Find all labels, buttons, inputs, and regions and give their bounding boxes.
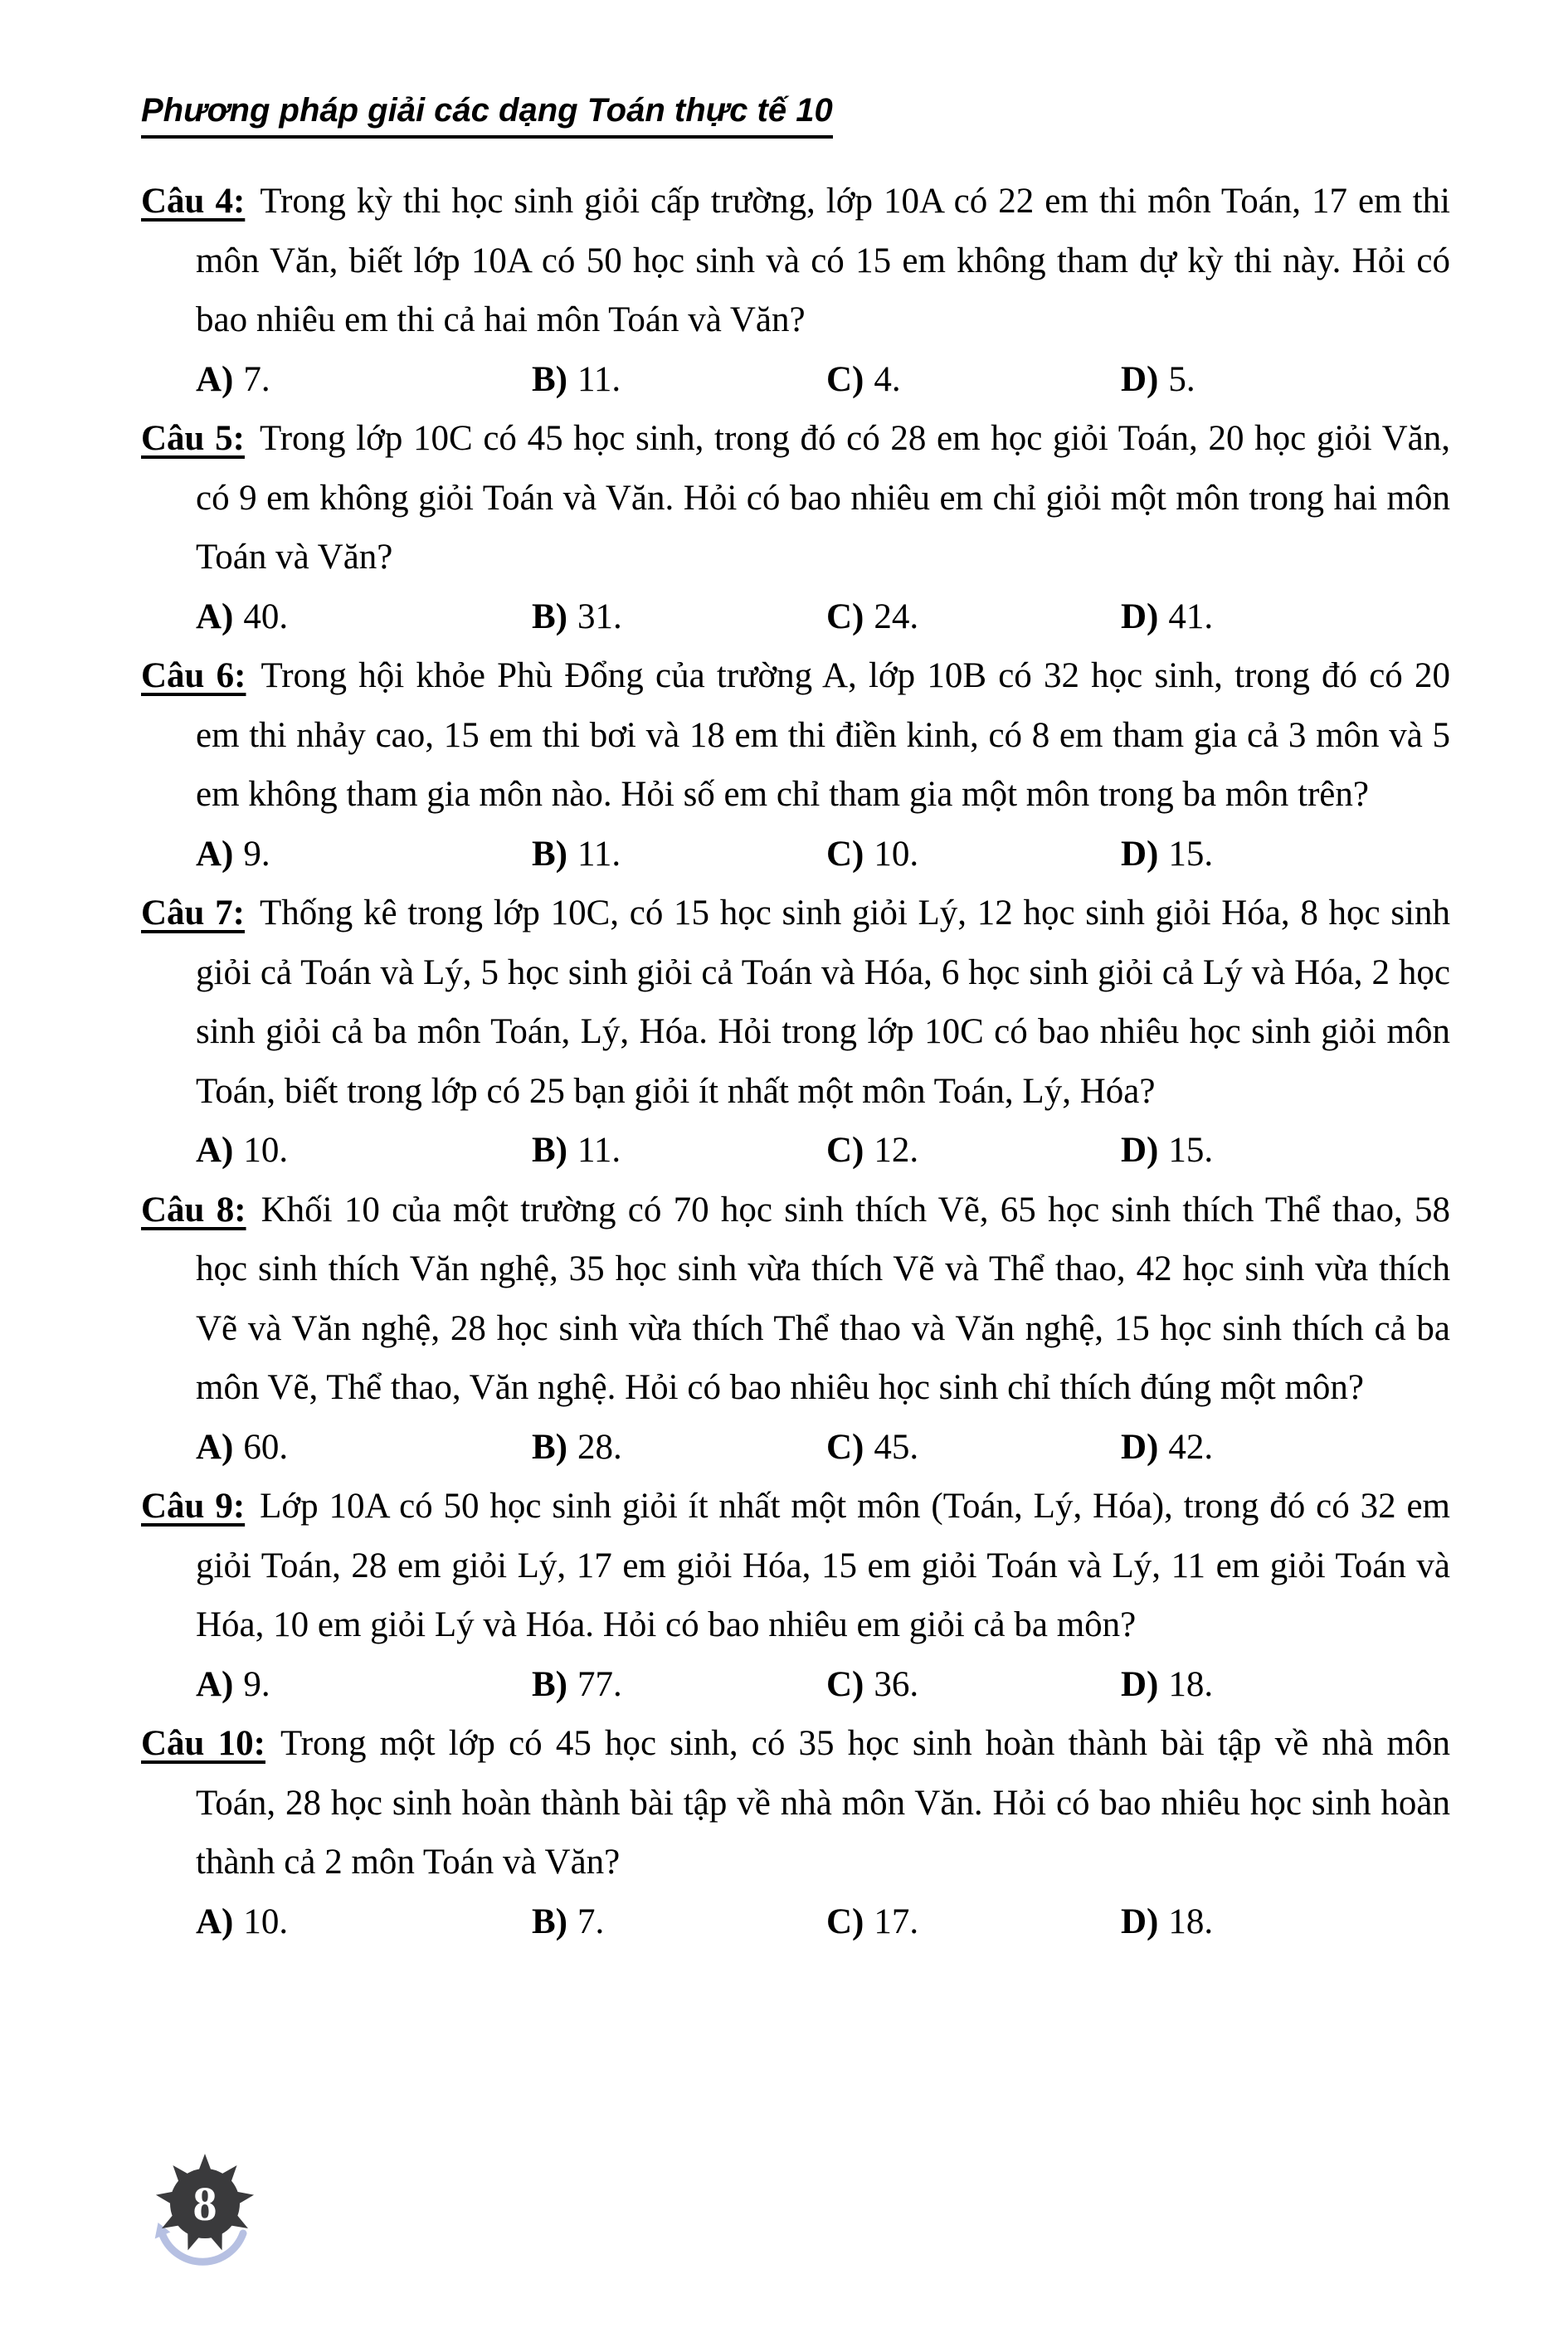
option-letter: B) bbox=[532, 1427, 567, 1467]
question-block bbox=[141, 1714, 1450, 1951]
option-letter: B) bbox=[532, 1131, 567, 1170]
option-letter: D) bbox=[1121, 1427, 1159, 1467]
question-label: Câu 7: bbox=[141, 894, 245, 933]
answer-option bbox=[1121, 350, 1450, 410]
option-letter: C) bbox=[826, 597, 864, 636]
option-letter: D) bbox=[1121, 1902, 1159, 1941]
option-value: 15. bbox=[1168, 1131, 1214, 1170]
option-letter: A) bbox=[196, 1131, 234, 1170]
option-value: 5. bbox=[1168, 359, 1195, 399]
answer-option bbox=[196, 1655, 532, 1715]
option-value: 45. bbox=[874, 1427, 919, 1467]
option-value: 10. bbox=[243, 1902, 289, 1941]
option-value: 7. bbox=[577, 1902, 605, 1941]
option-letter: B) bbox=[532, 359, 567, 399]
option-letter: D) bbox=[1121, 597, 1159, 636]
answer-option bbox=[532, 825, 826, 884]
question-block bbox=[141, 1181, 1450, 1478]
answer-option bbox=[826, 350, 1121, 410]
answer-option bbox=[826, 1655, 1121, 1715]
option-letter: B) bbox=[532, 597, 567, 636]
question-block bbox=[141, 1477, 1450, 1714]
question-body: Lớp 10A có 50 học sinh giỏi ít nhất một môn (Toán, Lý, Hóa), trong đó có 32 em giỏi Toán, 28 em giỏi Lý, 17 em giỏi Hóa, 15 em giỏi Toán và Lý, 11 em giỏi Toán và Hóa, 10 em giỏi Lý và Hóa. Hỏi có bao nhiêu em giỏi cả ba môn? bbox=[196, 1487, 1450, 1644]
question-text bbox=[141, 1181, 1450, 1418]
answer-options-row bbox=[196, 1892, 1450, 1952]
answer-option bbox=[1121, 1121, 1450, 1181]
option-letter: B) bbox=[532, 1902, 567, 1941]
answer-option bbox=[1121, 1655, 1450, 1715]
option-value: 31. bbox=[577, 597, 622, 636]
answer-option bbox=[532, 350, 826, 410]
question-label: Câu 5: bbox=[141, 419, 245, 458]
answer-option bbox=[196, 1892, 532, 1952]
option-value: 18. bbox=[1168, 1664, 1214, 1704]
option-letter: A) bbox=[196, 1427, 234, 1467]
answer-option bbox=[1121, 1892, 1450, 1952]
option-value: 41. bbox=[1168, 597, 1214, 636]
answer-options-row bbox=[196, 1418, 1450, 1478]
answer-option bbox=[196, 587, 532, 647]
option-letter: C) bbox=[826, 1664, 864, 1704]
option-value: 77. bbox=[577, 1664, 622, 1704]
option-letter: D) bbox=[1121, 834, 1159, 874]
option-value: 12. bbox=[874, 1131, 919, 1170]
question-text bbox=[141, 409, 1450, 587]
option-value: 4. bbox=[874, 359, 901, 399]
option-letter: D) bbox=[1121, 1664, 1159, 1704]
question-body: Trong một lớp có 45 học sinh, có 35 học sinh hoàn thành bài tập về nhà môn Toán, 28 học sinh hoàn thành bài tập về nhà môn Văn. Hỏi có bao nhiêu học sinh hoàn thành cả 2 môn Toán và Văn? bbox=[196, 1724, 1451, 1882]
option-value: 9. bbox=[243, 834, 270, 874]
answer-options-row bbox=[196, 1655, 1450, 1715]
option-letter: C) bbox=[826, 1131, 864, 1170]
option-value: 60. bbox=[243, 1427, 289, 1467]
option-letter: D) bbox=[1121, 1131, 1159, 1170]
option-letter: B) bbox=[532, 834, 567, 874]
option-letter: C) bbox=[826, 1902, 864, 1941]
answer-option bbox=[826, 1418, 1121, 1478]
answer-option bbox=[1121, 1418, 1450, 1478]
option-value: 42. bbox=[1168, 1427, 1214, 1467]
option-letter: D) bbox=[1121, 359, 1159, 399]
question-body: Trong hội khỏe Phù Đổng của trường A, lớp 10B có 32 học sinh, trong đó có 20 em thi nhảy cao, 15 em thi bơi và 18 em thi điền kinh, có 8 em tham gia cả 3 môn và 5 em không tham gia môn nào. Hỏi số em chỉ tham gia một môn trong ba môn trên? bbox=[196, 656, 1450, 814]
question-body: Khối 10 của một trường có 70 học sinh thích Vẽ, 65 học sinh thích Thể thao, 58 học sinh thích Văn nghệ, 35 học sinh vừa thích Vẽ và Thể thao, 42 học sinh vừa thích Vẽ và Văn nghệ, 28 học sinh vừa thích Thể thao và Văn nghệ, 15 học sinh thích cả ba môn Vẽ, Thể thao, Văn nghệ. Hỏi có bao nhiêu học sinh chỉ thích đúng một môn? bbox=[196, 1190, 1450, 1407]
answer-option bbox=[196, 350, 532, 410]
option-value: 11. bbox=[577, 359, 621, 399]
page-title: Phương pháp giải các dạng Toán thực tế 10 bbox=[141, 91, 833, 139]
question-block bbox=[141, 884, 1450, 1181]
option-letter: B) bbox=[532, 1664, 567, 1704]
answer-options-row bbox=[196, 1121, 1450, 1181]
option-value: 10. bbox=[243, 1131, 289, 1170]
question-text bbox=[141, 1714, 1451, 1892]
answer-option bbox=[1121, 587, 1450, 647]
answer-options-row bbox=[196, 825, 1450, 884]
question-label: Câu 9: bbox=[141, 1487, 246, 1526]
question-label: Câu 8: bbox=[141, 1190, 246, 1230]
page-number: 8 bbox=[192, 2177, 217, 2231]
option-letter: A) bbox=[196, 597, 234, 636]
question-body: Trong lớp 10C có 45 học sinh, trong đó có 28 em học giỏi Toán, 20 học giỏi Văn, có 9 em không giỏi Toán và Văn. Hỏi có bao nhiêu em chỉ giỏi một môn trong hai môn Toán và Văn? bbox=[196, 419, 1450, 577]
answer-option bbox=[1121, 825, 1450, 884]
question-text bbox=[141, 646, 1450, 825]
option-value: 36. bbox=[874, 1664, 919, 1704]
option-letter: C) bbox=[826, 1427, 864, 1467]
option-value: 40. bbox=[243, 597, 289, 636]
answer-option bbox=[532, 1892, 826, 1952]
option-value: 17. bbox=[874, 1902, 919, 1941]
answer-option bbox=[532, 1121, 826, 1181]
option-value: 28. bbox=[577, 1427, 622, 1467]
answer-option bbox=[532, 1418, 826, 1478]
question-text bbox=[141, 884, 1450, 1121]
option-letter: A) bbox=[196, 359, 234, 399]
question-block bbox=[141, 409, 1450, 646]
option-value: 9. bbox=[243, 1664, 270, 1704]
answer-options-row bbox=[196, 587, 1450, 647]
option-value: 7. bbox=[243, 359, 270, 399]
answer-option bbox=[826, 1121, 1121, 1181]
answer-option bbox=[532, 1655, 826, 1715]
question-block bbox=[141, 172, 1450, 409]
option-letter: C) bbox=[826, 834, 864, 874]
question-body: Thống kê trong lớp 10C, có 15 học sinh giỏi Lý, 12 học sinh giỏi Hóa, 8 học sinh giỏi cả Toán và Lý, 5 học sinh giỏi cả Toán và Hóa, 6 học sinh giỏi cả Lý và Hóa, 2 học sinh giỏi cả ba môn Toán, Lý, Hóa. Hỏi trong lớp 10C có bao nhiêu học sinh giỏi môn Toán, biết trong lớp có 25 bạn giỏi ít nhất một môn Toán, Lý, Hóa? bbox=[196, 894, 1450, 1111]
option-letter: A) bbox=[196, 834, 234, 874]
answer-option bbox=[196, 1418, 532, 1478]
option-value: 11. bbox=[577, 1131, 621, 1170]
answer-option bbox=[826, 587, 1121, 647]
answer-option bbox=[196, 825, 532, 884]
answer-option bbox=[532, 587, 826, 647]
question-label: Câu 4: bbox=[141, 182, 246, 221]
answer-option bbox=[196, 1121, 532, 1181]
question-label: Câu 10: bbox=[141, 1724, 265, 1763]
option-value: 11. bbox=[577, 834, 621, 874]
option-value: 18. bbox=[1168, 1902, 1214, 1941]
question-label: Câu 6: bbox=[141, 656, 246, 695]
option-letter: A) bbox=[196, 1902, 234, 1941]
question-block bbox=[141, 646, 1450, 884]
question-text bbox=[141, 172, 1450, 350]
questions-list bbox=[141, 172, 1450, 1951]
option-letter: A) bbox=[196, 1664, 234, 1704]
answer-option bbox=[826, 1892, 1121, 1952]
answer-options-row bbox=[196, 350, 1450, 410]
page-number-badge bbox=[152, 2145, 261, 2283]
answer-option bbox=[826, 825, 1121, 884]
option-value: 15. bbox=[1168, 834, 1214, 874]
question-text bbox=[141, 1477, 1450, 1655]
option-letter: C) bbox=[826, 359, 864, 399]
question-body: Trong kỳ thi học sinh giỏi cấp trường, lớp 10A có 22 em thi môn Toán, 17 em thi môn Văn, biết lớp 10A có 50 học sinh và có 15 em không tham dự kỳ thi này. Hỏi có bao nhiêu em thi cả hai môn Toán và Văn? bbox=[196, 182, 1450, 339]
option-value: 24. bbox=[874, 597, 919, 636]
option-value: 10. bbox=[874, 834, 919, 874]
